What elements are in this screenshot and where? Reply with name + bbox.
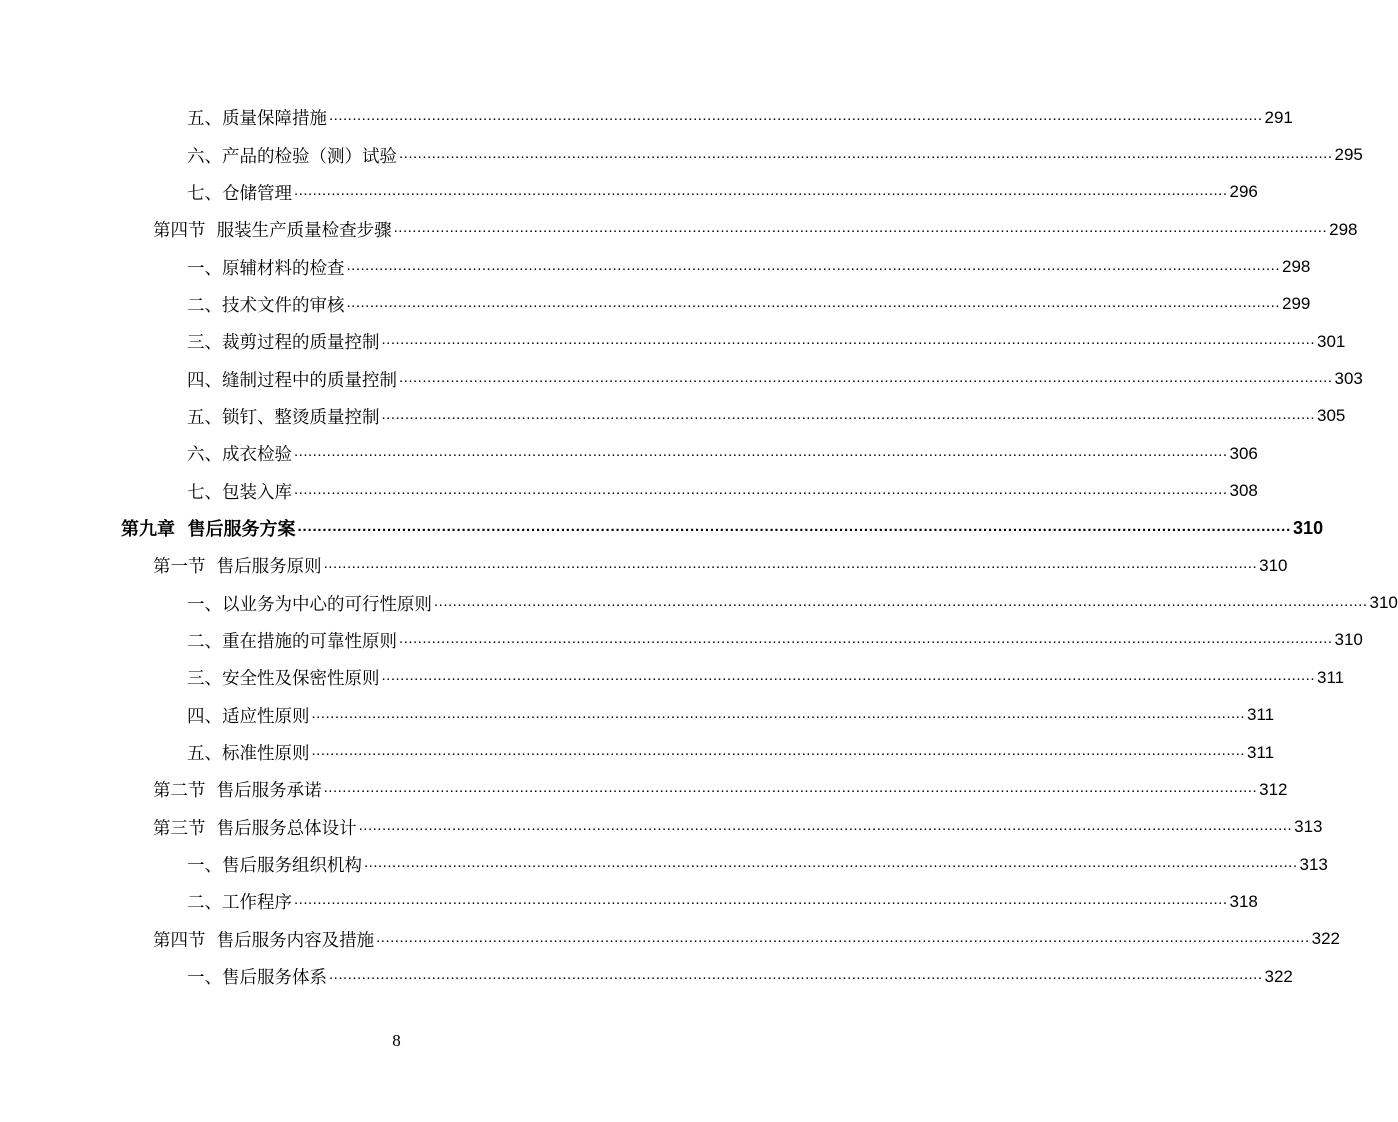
toc-entry-item[interactable] bbox=[0, 435, 1258, 472]
toc-line bbox=[187, 398, 1346, 435]
toc-entry-page: 303 bbox=[1334, 369, 1363, 389]
toc-entry-section[interactable] bbox=[0, 547, 1288, 584]
toc-entry-item[interactable] bbox=[0, 584, 1398, 621]
toc-dot-leader: ........................................................................................................................................................................................................ bbox=[294, 891, 1228, 909]
toc-entry-page: 311 bbox=[1247, 705, 1275, 725]
toc-dot-leader: ........................................................................................................................................................................................................ bbox=[294, 480, 1228, 498]
toc-entry-page: 298 bbox=[1329, 219, 1358, 239]
toc-dot-leader: ........................................................................................................................................................................................................ bbox=[294, 181, 1228, 199]
toc-entry-title: 五、锁钉、整烫质量控制 bbox=[187, 407, 380, 428]
toc-dot-leader: ........................................................................................................................................................................................................ bbox=[381, 667, 1315, 685]
toc-dot-leader: ........................................................................................................................................................................................................ bbox=[346, 256, 1280, 274]
toc-entry-page: 310 bbox=[1369, 593, 1398, 613]
toc-entry-item[interactable] bbox=[0, 734, 1275, 771]
toc-dot-leader: ........................................................................................................................................................................................................ bbox=[346, 293, 1280, 311]
toc-entry-item[interactable] bbox=[0, 398, 1346, 435]
toc-dot-leader: ........................................................................................................................................................................................................ bbox=[329, 107, 1263, 125]
toc-line bbox=[187, 136, 1363, 173]
toc-entry-title: 一、售后服务组织机构 bbox=[187, 856, 362, 877]
toc-entry-item[interactable] bbox=[0, 136, 1363, 173]
toc-entry-title: 第三节 售后服务总体设计 bbox=[153, 818, 357, 839]
toc-entry-page: 318 bbox=[1229, 891, 1258, 911]
toc-entry-item[interactable] bbox=[0, 174, 1258, 211]
toc-entry-page: 310 bbox=[1334, 630, 1363, 650]
toc-entry-page: 310 bbox=[1259, 555, 1288, 575]
toc-entry-title: 二、工作程序 bbox=[187, 893, 292, 914]
toc-entry-item[interactable] bbox=[0, 248, 1311, 285]
toc-line bbox=[153, 809, 1323, 846]
toc-entry-item[interactable] bbox=[0, 958, 1293, 995]
page-number: 8 bbox=[392, 1031, 401, 1050]
toc-line bbox=[187, 659, 1345, 696]
toc-line bbox=[187, 435, 1258, 472]
toc-entry-section[interactable] bbox=[0, 771, 1288, 808]
toc-dot-leader: ........................................................................................................................................................................................................ bbox=[294, 443, 1228, 461]
toc-entry-title: 第九章 售后服务方案 bbox=[121, 519, 296, 541]
toc-entry-page: 322 bbox=[1264, 966, 1293, 986]
toc-dot-leader: ........................................................................................................................................................................................................ bbox=[381, 331, 1315, 349]
toc-entry-page: 313 bbox=[1299, 854, 1328, 874]
toc-line bbox=[153, 771, 1288, 808]
table-of-contents bbox=[0, 99, 1398, 995]
toc-entry-title: 二、技术文件的审核 bbox=[187, 295, 345, 316]
toc-line bbox=[187, 622, 1363, 659]
toc-dot-leader: ........................................................................................................................................................................................................ bbox=[376, 928, 1310, 946]
toc-entry-item[interactable] bbox=[0, 286, 1311, 323]
toc-entry-title: 第二节 售后服务承诺 bbox=[153, 781, 322, 802]
toc-entry-title: 七、仓储管理 bbox=[187, 183, 292, 204]
toc-entry-title: 第一节 售后服务原则 bbox=[153, 557, 322, 578]
toc-entry-title: 五、质量保障措施 bbox=[187, 109, 327, 130]
toc-line bbox=[153, 211, 1358, 248]
toc-line bbox=[187, 697, 1275, 734]
toc-entry-item[interactable] bbox=[0, 472, 1258, 509]
toc-entry-item[interactable] bbox=[0, 99, 1293, 136]
toc-entry-section[interactable] bbox=[0, 809, 1323, 846]
toc-entry-page: 308 bbox=[1229, 481, 1258, 501]
toc-entry-page: 298 bbox=[1282, 257, 1311, 277]
toc-entry-page: 311 bbox=[1317, 667, 1345, 687]
toc-line bbox=[187, 958, 1293, 995]
toc-line bbox=[187, 174, 1258, 211]
toc-dot-leader: ........................................................................................................................................................................................................ bbox=[323, 779, 1258, 797]
toc-entry-page: 312 bbox=[1259, 779, 1288, 799]
toc-entry-page: 305 bbox=[1317, 406, 1346, 426]
toc-dot-leader: ........................................................................................................................................................................................................ bbox=[434, 592, 1368, 610]
toc-entry-item[interactable] bbox=[0, 697, 1275, 734]
toc-line bbox=[187, 472, 1258, 509]
toc-line bbox=[187, 584, 1398, 621]
toc-dot-leader: ........................................................................................................................................................................................................ bbox=[311, 704, 1245, 722]
toc-entry-item[interactable] bbox=[0, 659, 1345, 696]
toc-entry-item[interactable] bbox=[0, 360, 1363, 397]
toc-entry-title: 一、以业务为中心的可行性原则 bbox=[187, 594, 432, 615]
toc-dot-leader: ........................................................................................................................................................................................................ bbox=[358, 816, 1293, 834]
toc-entry-page: 313 bbox=[1294, 817, 1323, 837]
toc-dot-leader: ........................................................................................................................................................................................................ bbox=[297, 517, 1292, 535]
toc-entry-title: 七、包装入库 bbox=[187, 482, 292, 503]
toc-entry-page: 306 bbox=[1229, 443, 1258, 463]
toc-entry-title: 三、安全性及保密性原则 bbox=[187, 669, 380, 690]
toc-entry-item[interactable] bbox=[0, 883, 1258, 920]
toc-entry-title: 四、适应性原则 bbox=[187, 706, 310, 727]
toc-entry-title: 一、售后服务体系 bbox=[187, 968, 327, 989]
toc-dot-leader: ........................................................................................................................................................................................................ bbox=[399, 629, 1333, 647]
toc-entry-item[interactable] bbox=[0, 846, 1328, 883]
toc-entry-section[interactable] bbox=[0, 211, 1358, 248]
toc-entry-page: 295 bbox=[1334, 145, 1363, 165]
toc-dot-leader: ........................................................................................................................................................................................................ bbox=[399, 368, 1333, 386]
toc-dot-leader: ........................................................................................................................................................................................................ bbox=[311, 742, 1245, 760]
toc-line bbox=[187, 286, 1311, 323]
toc-entry-page: 291 bbox=[1264, 107, 1293, 127]
toc-line bbox=[153, 921, 1340, 958]
toc-entry-title: 五、标准性原则 bbox=[187, 744, 310, 765]
toc-line bbox=[187, 360, 1363, 397]
toc-line bbox=[187, 846, 1328, 883]
toc-line bbox=[187, 734, 1275, 771]
toc-entry-title: 六、产品的检验（测）试验 bbox=[187, 146, 397, 167]
toc-line bbox=[187, 883, 1258, 920]
toc-dot-leader: ........................................................................................................................................................................................................ bbox=[393, 219, 1328, 237]
toc-entry-page: 311 bbox=[1247, 742, 1275, 762]
toc-line bbox=[153, 547, 1288, 584]
toc-entry-page: 310 bbox=[1293, 517, 1324, 538]
toc-entry-title: 第四节 售后服务内容及措施 bbox=[153, 930, 375, 951]
toc-entry-title: 二、重在措施的可靠性原则 bbox=[187, 631, 397, 652]
toc-entry-chapter[interactable] bbox=[0, 510, 1324, 547]
toc-entry-page: 296 bbox=[1229, 182, 1258, 202]
toc-line bbox=[187, 248, 1311, 285]
toc-line bbox=[187, 99, 1293, 136]
toc-dot-leader: ........................................................................................................................................................................................................ bbox=[329, 966, 1263, 984]
toc-entry-title: 一、原辅材料的检查 bbox=[187, 258, 345, 279]
toc-dot-leader: ........................................................................................................................................................................................................ bbox=[399, 144, 1333, 162]
toc-entry-page: 301 bbox=[1317, 331, 1346, 351]
toc-entry-title: 三、裁剪过程的质量控制 bbox=[187, 333, 380, 354]
toc-line bbox=[187, 323, 1346, 360]
toc-dot-leader: ........................................................................................................................................................................................................ bbox=[323, 555, 1258, 573]
toc-entry-title: 四、缝制过程中的质量控制 bbox=[187, 370, 397, 391]
toc-dot-leader: ........................................................................................................................................................................................................ bbox=[364, 854, 1298, 872]
toc-entry-title: 六、成衣检验 bbox=[187, 445, 292, 466]
toc-entry-item[interactable] bbox=[0, 323, 1346, 360]
toc-line bbox=[121, 510, 1324, 547]
toc-entry-page: 322 bbox=[1311, 929, 1340, 949]
toc-dot-leader: ........................................................................................................................................................................................................ bbox=[381, 405, 1315, 423]
toc-entry-section[interactable] bbox=[0, 921, 1340, 958]
toc-entry-page: 299 bbox=[1282, 294, 1311, 314]
toc-entry-title: 第四节 服装生产质量检查步骤 bbox=[153, 221, 392, 242]
toc-entry-item[interactable] bbox=[0, 622, 1363, 659]
